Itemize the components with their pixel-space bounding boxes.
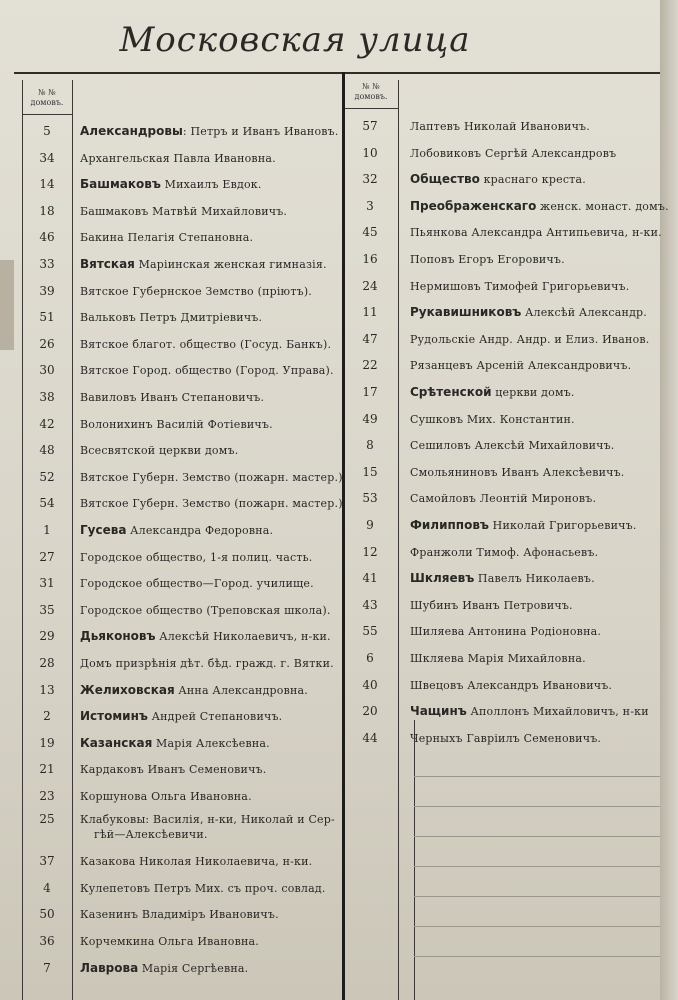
house-number: 30 bbox=[39, 363, 55, 378]
owner-details: Анна Александровна. bbox=[174, 683, 308, 697]
list-item bbox=[0, 354, 678, 376]
list-item bbox=[0, 674, 678, 696]
num-label-bottom: домовъ. bbox=[30, 98, 64, 107]
house-number: 28 bbox=[39, 656, 55, 670]
house-number: 35 bbox=[39, 602, 55, 617]
house-number: 23 bbox=[39, 789, 55, 803]
owner-details: Лаптевъ Николай Ивановичъ. bbox=[410, 120, 590, 133]
num-label-top: № № bbox=[362, 82, 380, 91]
owner-surname: Дьяконовъ bbox=[80, 629, 156, 644]
right-header-rule bbox=[345, 108, 399, 109]
owner-details: Сешиловъ Алексѣй Михайловичъ. bbox=[410, 439, 615, 453]
house-number: 11 bbox=[362, 305, 378, 320]
house-number: 5 bbox=[43, 124, 51, 138]
house-number: 55 bbox=[362, 624, 378, 639]
house-number: 52 bbox=[39, 469, 55, 484]
list-item bbox=[0, 620, 678, 642]
list-item bbox=[0, 514, 678, 536]
house-number: 20 bbox=[362, 704, 378, 719]
top-rule bbox=[14, 72, 660, 74]
owner-details-continued: гѣй—Алексѣевичи. bbox=[94, 827, 208, 841]
owner-details: Рудольскіе Андр. Андр. и Елиз. Иванов. bbox=[410, 332, 650, 346]
house-number: 8 bbox=[366, 438, 374, 453]
owner-details: Николай Григорьевичъ. bbox=[488, 519, 637, 532]
list-item bbox=[0, 248, 678, 270]
owner-surname: Казанская bbox=[80, 735, 153, 750]
house-number: 26 bbox=[39, 336, 55, 351]
list-item bbox=[0, 221, 678, 243]
house-number: 21 bbox=[39, 762, 55, 777]
house-number: 10 bbox=[362, 145, 378, 160]
house-number: 18 bbox=[39, 203, 55, 218]
owner-name bbox=[410, 115, 590, 138]
house-number: 19 bbox=[39, 735, 55, 750]
owner-details: Шиляева Антонина Родіоновна. bbox=[410, 625, 602, 639]
owner-name bbox=[80, 850, 312, 873]
owner-name bbox=[410, 328, 650, 351]
house-number: 29 bbox=[39, 629, 55, 644]
house-number: 1 bbox=[43, 523, 51, 537]
owner-name bbox=[410, 487, 596, 510]
house-number: 9 bbox=[366, 518, 374, 532]
owner-name bbox=[410, 541, 598, 564]
list-item bbox=[0, 930, 678, 952]
owner-details: Алексѣй Александр. bbox=[521, 306, 647, 320]
list-item bbox=[0, 195, 678, 217]
owner-details: Рязанцевъ Арсеній Александровичъ. bbox=[410, 359, 632, 373]
owner-name bbox=[410, 727, 601, 750]
owner-details: Александра Федоровна. bbox=[126, 524, 274, 537]
owner-surname: Общество bbox=[410, 172, 480, 187]
owner-details: Сушковъ Мих. Константин. bbox=[410, 412, 575, 426]
list-item bbox=[0, 700, 678, 722]
list-item bbox=[0, 957, 678, 979]
owner-details: Шубинъ Иванъ Петровичъ. bbox=[410, 598, 573, 612]
owner-details: : Петръ и Иванъ Ивановъ. bbox=[182, 125, 339, 138]
house-number: 50 bbox=[39, 907, 55, 922]
house-number: 44 bbox=[362, 730, 378, 745]
list-item bbox=[0, 168, 678, 190]
owner-name bbox=[410, 301, 647, 324]
owner-details: Нермишовъ Тимофей Григорьевичъ. bbox=[410, 279, 630, 293]
house-number: 2 bbox=[43, 709, 51, 724]
house-number: 41 bbox=[362, 571, 378, 586]
house-number: 46 bbox=[39, 230, 55, 245]
owner-details: Вальковъ Петръ Дмитріевичъ. bbox=[80, 311, 263, 325]
owner-name bbox=[410, 434, 615, 457]
owner-name bbox=[410, 461, 625, 484]
owner-details: Смольяниновъ Иванъ Алексѣевичъ. bbox=[410, 465, 625, 479]
house-number: 57 bbox=[362, 119, 378, 133]
owner-surname: Истоминъ bbox=[80, 709, 148, 724]
owner-name bbox=[410, 514, 637, 537]
house-number: 3 bbox=[366, 198, 374, 213]
owner-name bbox=[410, 408, 575, 431]
owner-surname: Гусева bbox=[80, 523, 127, 537]
owner-details: Всесвятской церкви домъ. bbox=[80, 444, 239, 458]
owner-details: женск. монаст. домъ. bbox=[536, 199, 669, 213]
house-number: 13 bbox=[39, 682, 55, 697]
owner-name bbox=[80, 903, 279, 926]
page-title: Московская улица bbox=[119, 20, 471, 60]
house-number: 31 bbox=[39, 576, 55, 591]
owner-surname: Лаврова bbox=[80, 960, 139, 975]
owner-name bbox=[410, 142, 616, 165]
list-item bbox=[0, 541, 678, 563]
left-num-header bbox=[24, 88, 70, 108]
list-item bbox=[0, 381, 678, 403]
owner-surname: Желиховская bbox=[80, 682, 175, 697]
list-item bbox=[0, 434, 678, 456]
owner-details: Алексѣй Николаевичъ, н-ки. bbox=[155, 630, 331, 644]
owner-details: Корчемкина Ольга Ивановна. bbox=[80, 935, 259, 948]
house-number: 51 bbox=[39, 310, 55, 325]
list-item bbox=[0, 785, 678, 807]
owner-details: Михаилъ Евдок. bbox=[160, 178, 262, 192]
owner-name bbox=[410, 381, 575, 404]
owner-details: Самойловъ Леонтій Мироновъ. bbox=[410, 492, 597, 506]
owner-details: Аполлонъ Михайловичъ, н-ки bbox=[466, 705, 649, 719]
owner-details: Швецовъ Александръ Ивановичъ. bbox=[410, 678, 613, 692]
owner-details: Вятское благот. общество (Госуд. Банкъ). bbox=[80, 337, 332, 351]
owner-surname: Филипповъ bbox=[410, 518, 489, 532]
owner-details: Павелъ Николаевъ. bbox=[474, 572, 595, 586]
owner-name bbox=[410, 221, 662, 244]
house-number: 36 bbox=[39, 934, 55, 948]
list-item bbox=[0, 487, 678, 509]
house-number: 37 bbox=[39, 854, 55, 869]
list-item bbox=[0, 903, 678, 925]
list-item bbox=[0, 275, 678, 297]
owner-details: Кардаковъ Иванъ Семеновичъ. bbox=[80, 763, 267, 777]
owner-name bbox=[410, 594, 573, 617]
list-item bbox=[0, 594, 678, 616]
list-item bbox=[0, 877, 678, 899]
right-num-header bbox=[346, 82, 396, 102]
list-item bbox=[0, 727, 678, 749]
list-item bbox=[0, 812, 678, 846]
owner-details: Франжоли Тимоф. Афонасьевъ. bbox=[410, 545, 599, 559]
owner-details: Марія Сергѣевна. bbox=[138, 961, 249, 975]
owner-name bbox=[410, 567, 595, 590]
owner-details: Городское общество—Город. училище. bbox=[80, 577, 314, 591]
owner-name bbox=[410, 620, 601, 643]
house-number: 33 bbox=[39, 257, 55, 271]
owner-name bbox=[80, 877, 326, 900]
owner-name bbox=[410, 354, 631, 377]
owner-surname: Срѣтенской bbox=[410, 385, 492, 399]
owner-details: краснаго креста. bbox=[479, 173, 586, 187]
owner-details: Черныхъ Гавріилъ Семеновичъ. bbox=[410, 731, 602, 745]
list-item bbox=[0, 142, 678, 164]
house-number: 39 bbox=[39, 283, 55, 298]
list-item bbox=[0, 758, 678, 780]
house-number: 7 bbox=[43, 960, 51, 975]
owner-surname: Александровы bbox=[80, 124, 183, 138]
owner-details: Бакина Пелагія Степановна. bbox=[80, 231, 254, 245]
house-number: 40 bbox=[362, 677, 378, 692]
house-number: 48 bbox=[39, 443, 55, 458]
owner-details: Кулепетовъ Петръ Мих. съ проч. совлад. bbox=[80, 881, 326, 895]
house-number: 49 bbox=[362, 411, 378, 426]
owner-details: Вятское Губернское Земство (пріютъ). bbox=[80, 284, 313, 298]
owner-surname: Преображенскаго bbox=[410, 198, 537, 213]
owner-details: церкви домъ. bbox=[491, 386, 575, 399]
owner-name bbox=[410, 195, 669, 218]
owner-details: Вятское Губерн. Земство (пожарн. мастер.) bbox=[80, 470, 343, 484]
owner-details: Маріинская женская гимназія. bbox=[134, 258, 327, 271]
owner-details: Марія Алексѣевна. bbox=[152, 736, 270, 750]
house-number: 15 bbox=[362, 464, 378, 479]
owner-details: Лобовиковъ Сергѣй Александровъ bbox=[410, 146, 617, 160]
house-number: 54 bbox=[39, 496, 55, 511]
house-number: 14 bbox=[39, 177, 55, 192]
house-number: 34 bbox=[39, 150, 55, 165]
owner-surname: Шкляевъ bbox=[410, 571, 475, 586]
owner-name bbox=[80, 758, 266, 781]
owner-surname: Башмаковъ bbox=[80, 177, 161, 192]
house-number: 32 bbox=[362, 172, 378, 187]
owner-name bbox=[80, 930, 259, 953]
owner-details: Городское общество (Треповская школа). bbox=[80, 603, 331, 617]
house-number: 25 bbox=[39, 811, 55, 826]
owner-name bbox=[80, 957, 248, 980]
owner-surname: Вятская bbox=[80, 257, 135, 271]
owner-details: Коршунова Ольга Ивановна. bbox=[80, 790, 252, 803]
owner-details: Волонихинъ Василій Фотіевичъ. bbox=[80, 417, 273, 431]
house-number: 27 bbox=[39, 549, 55, 564]
owner-name bbox=[410, 674, 612, 697]
owner-details: Казенинъ Владиміръ Ивановичъ. bbox=[80, 908, 279, 922]
owner-name bbox=[410, 248, 565, 271]
owner-details: Башмаковъ Матвѣй Михайловичъ. bbox=[80, 204, 288, 218]
house-number: 16 bbox=[362, 252, 378, 266]
list-item bbox=[0, 461, 678, 483]
owner-details: Поповъ Егоръ Егоровичъ. bbox=[410, 253, 565, 266]
house-number: 53 bbox=[362, 491, 378, 506]
house-number: 47 bbox=[362, 331, 378, 346]
house-number: 45 bbox=[362, 225, 378, 240]
list-item bbox=[0, 328, 678, 350]
owner-details: Вавиловъ Иванъ Степановичъ. bbox=[80, 391, 265, 404]
owner-name bbox=[80, 785, 252, 808]
owner-name bbox=[410, 275, 629, 298]
owner-details: Вятское Губерн. Земство (пожарн. мастер.) bbox=[80, 497, 343, 511]
owner-details: Андрей Степановичъ. bbox=[147, 710, 283, 724]
owner-surname: Рукавишниковъ bbox=[410, 305, 522, 320]
num-label-bottom: домовъ. bbox=[354, 92, 388, 101]
house-number: 43 bbox=[362, 597, 378, 612]
house-number: 12 bbox=[362, 544, 378, 559]
list-item bbox=[0, 115, 678, 137]
owner-name bbox=[80, 812, 335, 842]
owner-details: Архангельская Павла Ивановна. bbox=[80, 151, 276, 165]
owner-name bbox=[410, 700, 649, 723]
house-number: 24 bbox=[362, 278, 378, 293]
house-number: 4 bbox=[43, 880, 51, 895]
house-number: 22 bbox=[362, 358, 378, 373]
owner-details: Шкляева Марія Михайловна. bbox=[410, 652, 586, 665]
owner-details: Казакова Николая Николаевича, н-ки. bbox=[80, 855, 313, 869]
owner-details: Домъ призрѣнія дѣт. бѣд. гражд. г. Вятки. bbox=[80, 657, 334, 670]
list-item bbox=[0, 301, 678, 323]
owner-name bbox=[410, 168, 586, 191]
list-item bbox=[0, 408, 678, 430]
house-number: 38 bbox=[39, 390, 55, 404]
house-number: 42 bbox=[39, 416, 55, 431]
owner-details: Городское общество, 1-я полиц. часть. bbox=[80, 550, 313, 564]
num-label-top: № № bbox=[38, 88, 56, 97]
list-item bbox=[0, 567, 678, 589]
house-number: 17 bbox=[362, 385, 378, 399]
owner-details: Клабуковы: Василія, н-ки, Николай и Сер- bbox=[80, 812, 335, 826]
empty-ruled-line bbox=[414, 926, 660, 927]
list-item bbox=[0, 647, 678, 669]
house-number: 6 bbox=[366, 651, 374, 665]
owner-surname: Чащинъ bbox=[410, 704, 467, 719]
owner-details: Пьянкова Александра Антипьевича, н-ки. bbox=[410, 226, 662, 240]
list-item bbox=[0, 850, 678, 872]
owner-details: Вятское Город. общество (Город. Управа). bbox=[80, 364, 334, 378]
owner-name bbox=[410, 647, 586, 670]
